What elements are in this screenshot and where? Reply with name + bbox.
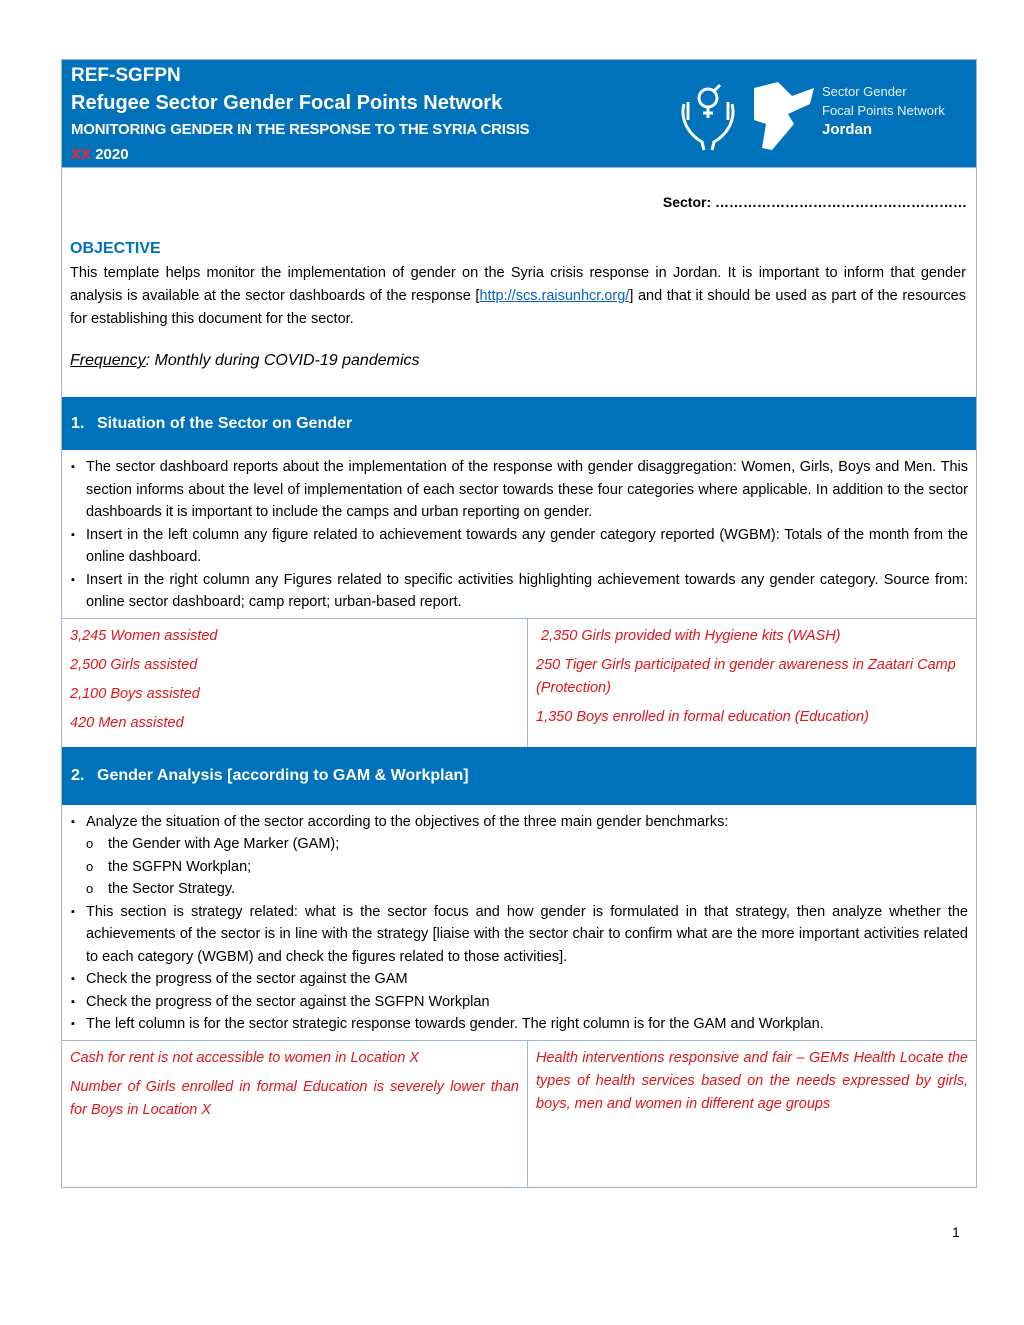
section-1-left-column: [62, 619, 528, 747]
list-item: ▪ Check the progress of the sector against the GAM: [70, 968, 968, 991]
date-placeholder: XX: [71, 146, 92, 163]
list-item: ▪ Check the progress of the sector against the SGFPN Workplan: [70, 991, 968, 1014]
section-1-instructions: [62, 450, 976, 618]
section-2-right-column: [528, 1041, 976, 1187]
figure-item: 420 Men assisted: [70, 714, 184, 731]
header-banner: [62, 60, 976, 167]
logo-line-2: Focal Points Network: [822, 103, 945, 118]
page-number: 1: [952, 1224, 960, 1240]
gender-hands-icon: [683, 85, 733, 150]
figure-item: 2,100 Boys assisted: [70, 685, 200, 702]
logo-text: [822, 82, 945, 139]
header-code: REF-SGFPN: [71, 65, 181, 86]
frequency: [70, 352, 420, 370]
frequency-value: : Monthly during COVID-19 pandemics: [145, 352, 420, 369]
figure-item: 1,350 Boys enrolled in formal education (Education): [536, 708, 869, 725]
figure-item: 2,350 Girls provided with Hygiene kits (WASH): [541, 627, 841, 644]
section-1-title: Situation of the Sector on Gender: [97, 414, 353, 432]
list-item: ▪ Insert in the right column any Figures related to specific activities highlighting achievement towards any gender category. Source from: online sector dashboard; camp report; urban-based report.: [70, 569, 968, 614]
logo-line-1: Sector Gender: [822, 84, 907, 99]
section-1-number: 1.: [71, 414, 85, 432]
analysis-item: Health interventions responsive and fair – GEMs Health Locate the types of health services based on the needs expressed by girls, boys, men and women in different age groups: [536, 1049, 968, 1112]
objective-text: [70, 262, 966, 331]
sub-list-item: o the Sector Strategy.: [70, 878, 968, 901]
section-2-header: [62, 747, 976, 805]
logo-line-3: Jordan: [822, 121, 873, 138]
section-2-instructions: [62, 805, 976, 1040]
objective-text-part-1: This template helps monitor the implementation of gender on the Syria crisis response in Jordan. It is important to inform that gender analysis is available at the sector dashboards of the response [: [70, 265, 966, 304]
header-subtitle: MONITORING GENDER IN THE RESPONSE TO THE SYRIA CRISIS: [71, 121, 530, 138]
section-1-header: [62, 397, 976, 450]
objective-text-part-2: ] and that it should be used as part of the resources for establishing this document for the sector.: [70, 288, 966, 327]
frequency-label: Frequency: [70, 352, 146, 369]
sub-list-item: o the SGFPN Workplan;: [70, 856, 968, 879]
section-1-figures: [62, 618, 976, 747]
section-2-number: 2.: [71, 766, 85, 784]
section-1-right-column: [528, 619, 976, 747]
list-item: ▪ This section is strategy related: what is the sector focus and how gender is formulated in that strategy, then analyze whether the achievements of the sector is in line with the strategy [liaise with the sector chair to confirm what are the more important activities related to each category (WGBM) and check the figures related to those activities].: [70, 901, 968, 969]
list-item: ▪ Insert in the left column any figure related to achievement towards any gender category reported (WGBM): Totals of the month from the online dashboard.: [70, 524, 968, 569]
figure-item: 2,500 Girls assisted: [70, 656, 198, 673]
analysis-item: Number of Girls enrolled in formal Education is severely lower than for Boys in Location X: [70, 1078, 519, 1118]
header-title: Refugee Sector Gender Focal Points Network: [71, 92, 503, 114]
list-item: ▪ Analyze the situation of the sector according to the objectives of the three main gender benchmarks:: [70, 811, 968, 834]
dashboard-link[interactable]: http://scs.raisunhcr.org/: [479, 288, 630, 304]
section-2-title: Gender Analysis [according to GAM & Workplan]: [97, 766, 469, 784]
section-2-analysis: [62, 1040, 976, 1187]
list-item: ▪ The sector dashboard reports about the implementation of the response with gender disaggregation: Women, Girls, Boys and Men. This section informs about the level of implementation of each sector towards these four categories where applicable. In addition to the sector dashboards it is important to include the camps and urban reporting on gender.: [70, 456, 968, 524]
document-page: [61, 59, 977, 1188]
sector-field: Sector: ………………………………………………: [662, 194, 967, 210]
analysis-item: Cash for rent is not accessible to women in Location X: [70, 1049, 419, 1066]
list-item: ▪ The left column is for the sector strategic response towards gender. The right column is for the GAM and Workplan.: [70, 1013, 968, 1036]
sub-list-item: o the Gender with Age Marker (GAM);: [70, 833, 968, 856]
header-year: 2020: [95, 146, 129, 163]
header-date: [71, 146, 129, 163]
objective-section: [62, 167, 976, 397]
section-2-left-column: [62, 1041, 528, 1187]
objective-heading: OBJECTIVE: [70, 240, 161, 257]
figure-item: 250 Tiger Girls participated in gender awareness in Zaatari Camp (Protection): [536, 656, 956, 696]
jordan-map-icon: [754, 82, 814, 150]
figure-item: 3,245 Women assisted: [70, 627, 218, 644]
